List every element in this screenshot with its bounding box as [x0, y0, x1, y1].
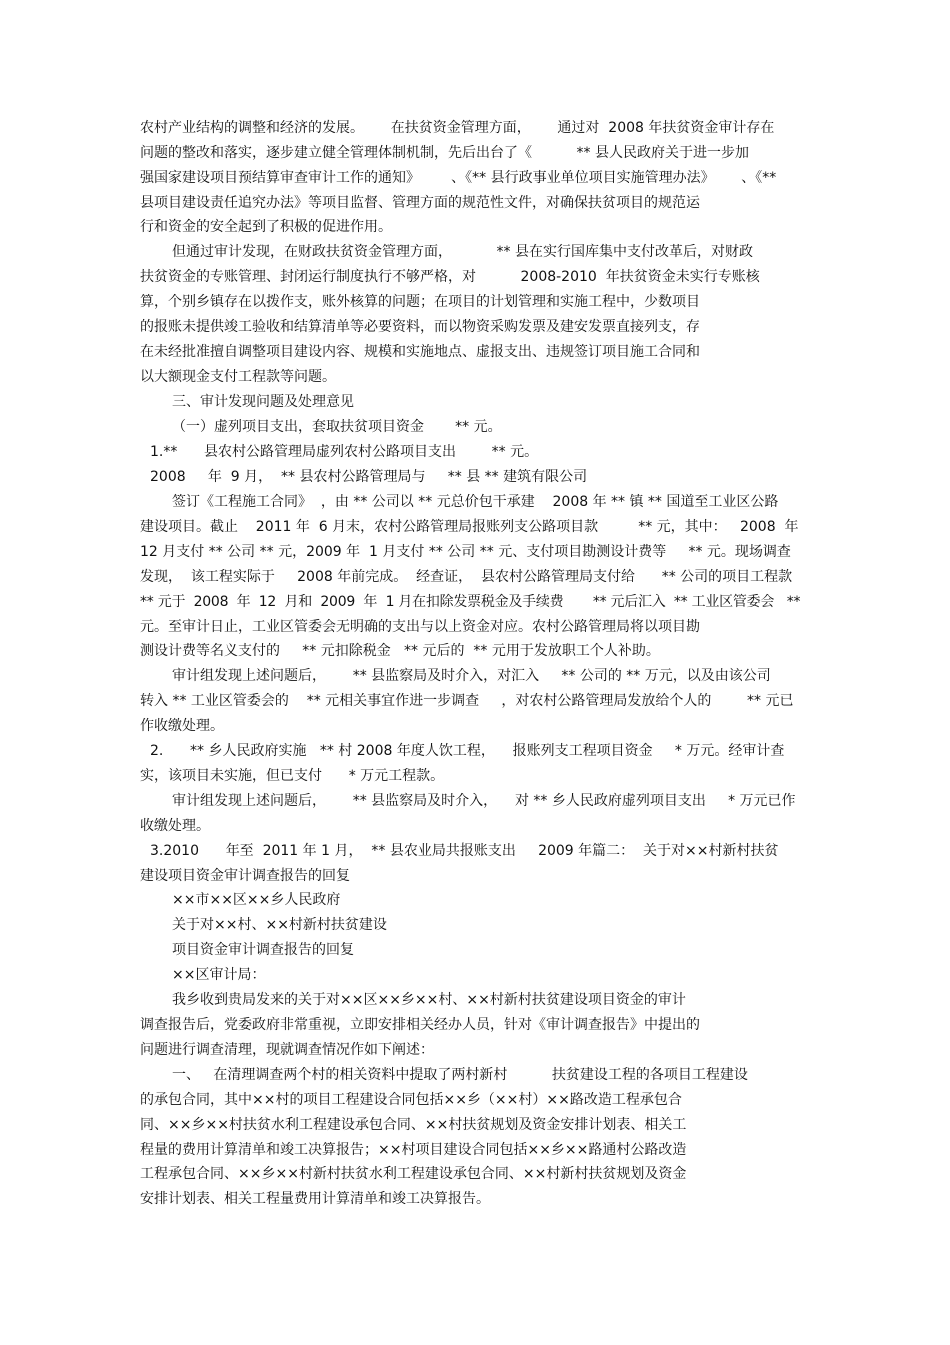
text-line: 的报账未提供竣工验收和结算清单等必要资料，而以物资采购发票及建安发票直接列支，存 — [140, 319, 700, 335]
text-line: 项目资金审计调查报告的回复 — [172, 942, 354, 958]
item-heading: 2. ** 乡人民政府实施 ** 村 2008 年度人饮工程， 报账列支工程项目资金 * 万元。经审计查 — [150, 743, 785, 759]
text-line: 问题进行调查清理，现就调查情况作如下阐述： — [140, 1042, 434, 1058]
text-line: 调查报告后，党委政府非常重视，立即安排相关经办人员，针对《审计调查报告》中提出的 — [140, 1017, 700, 1033]
text-line: 强国家建设项目预结算审查审计工作的通知》 、《** 县行政事业单位项目实施管理办法》 、《** — [140, 170, 777, 186]
text-line: 建设项目资金审计调查报告的回复 — [140, 868, 350, 884]
section-heading: 三、审计发现问题及处理意见 — [172, 394, 354, 410]
text-line: 元。至审计日止，工业区管委会无明确的支出与以上资金对应。农村公路管理局将以项目勘 — [140, 619, 700, 635]
text-line: 农村产业结构的调整和经济的发展。 在扶贫资金管理方面， 通过对 2008 年扶贫资金审计存在 — [140, 120, 775, 136]
text-line: 测设计费等名义支付的 ** 元扣除税金 ** 元后的 ** 元用于发放职工个人补助。 — [140, 643, 660, 659]
text-line: ××区审计局： — [172, 967, 266, 983]
text-line: 但通过审计发现，在财政扶贫资金管理方面， ** 县在实行国库集中支付改革后，对财政 — [172, 244, 753, 260]
text-line: 行和资金的安全起到了积极的促进作用。 — [140, 219, 392, 235]
text-line: 签订《工程施工合同》 ，由 ** 公司以 ** 元总价包干承建 2008 年 ** 镇 ** 国道至工业区公路 — [172, 494, 779, 510]
text-line: 2008 年 9 月， ** 县农村公路管理局与 ** 县 ** 建筑有限公司 — [150, 469, 588, 485]
text-line: 算，个别乡镇存在以拨作支，账外核算的问题；在项目的计划管理和实施工程中，少数项目 — [140, 294, 700, 310]
text-line: ××市××区××乡人民政府 — [172, 892, 341, 908]
text-line: 以大额现金支付工程款等问题。 — [140, 369, 336, 385]
text-line: 作收缴处理。 — [140, 718, 224, 734]
text-line: 问题的整改和落实，逐步建立健全管理体制机制，先后出台了《 ** 县人民政府关于进一步加 — [140, 145, 749, 161]
text-line: 我乡收到贵局发来的关于对××区××乡××村、××村新村扶贫建设项目资金的审计 — [172, 992, 686, 1008]
text-line: 发现， 该工程实际于 2008 年前完成。 经查证， 县农村公路管理局支付给 ** 公司的项目工程款 — [140, 569, 793, 585]
subsection-heading: （一）虚列项目支出，套取扶贫项目资金 ** 元。 — [172, 419, 502, 435]
text-line: ** 元于 2008 年 12 月和 2009 年 1 月在扣除发票税金及手续费 ** 元后汇入 ** 工业区管委会 ** — [140, 594, 801, 610]
text-line: 审计组发现上述问题后， ** 县监察局及时介入， 对 ** 乡人民政府虚列项目支出 * 万元已作 — [172, 793, 796, 809]
text-line: 县项目建设责任追究办法》等项目监督、管理方面的规范性文件，对确保扶贫项目的规范运 — [140, 195, 700, 211]
text-line: 程量的费用计算清单和竣工决算报告；××村项目建设合同包括××乡××路通村公路改造 — [140, 1142, 687, 1158]
text-line: 关于对××村、××村新村扶贫建设 — [172, 917, 387, 933]
text-line: 一、 在清理调查两个村的相关资料中提取了两村新村 扶贫建设工程的各项目工程建设 — [172, 1067, 748, 1083]
text-line: 同、××乡××村扶贫水利工程建设承包合同、××村扶贫规划及资金安排计划表、相关工 — [140, 1117, 687, 1133]
text-line: 在未经批准擅自调整项目建设内容、规模和实施地点、虚报支出、违规签订项目施工合同和 — [140, 344, 700, 360]
text-line: 扶贫资金的专账管理、封闭运行制度执行不够严格，对 2008-2010 年扶贫资金未实行专账核 — [140, 269, 760, 285]
text-line: 建设项目。截止 2011 年 6 月末，农村公路管理局报账列支公路项目款 ** 元，其中： 2008 年 — [140, 519, 799, 535]
text-line: 实，该项目未实施，但已支付 * 万元工程款。 — [140, 768, 445, 784]
text-line: 工程承包合同、××乡××村新村扶贫水利工程建设承包合同、××村新村扶贫规划及资金 — [140, 1166, 687, 1182]
text-line: 12 月支付 ** 公司 ** 元，2009 年 1 月支付 ** 公司 ** 元、支付项目勘测设计费等 ** 元。现场调查 — [140, 544, 791, 560]
item-heading: 1.** 县农村公路管理局虚列农村公路项目支出 ** 元。 — [150, 444, 539, 460]
text-line: 审计组发现上述问题后， ** 县监察局及时介入，对汇入 ** 公司的 ** 万元，以及由该公司 — [172, 668, 771, 684]
text-line: 转入 ** 工业区管委会的 ** 元相关事宜作进一步调查 ，对农村公路管理局发放给个人的 ** 元已 — [140, 693, 794, 709]
text-line: 安排计划表、相关工程量费用计算清单和竣工决算报告。 — [140, 1191, 490, 1207]
text-line: 收缴处理。 — [140, 818, 210, 834]
text-line: 的承包合同，其中××村的项目工程建设合同包括××乡（××村）××路改造工程承包合 — [140, 1092, 682, 1108]
text-line: 3.2010 年至 2011 年 1 月， ** 县农业局共报账支出 2009 年篇二： 关于对××村新村扶贫 — [150, 843, 779, 859]
